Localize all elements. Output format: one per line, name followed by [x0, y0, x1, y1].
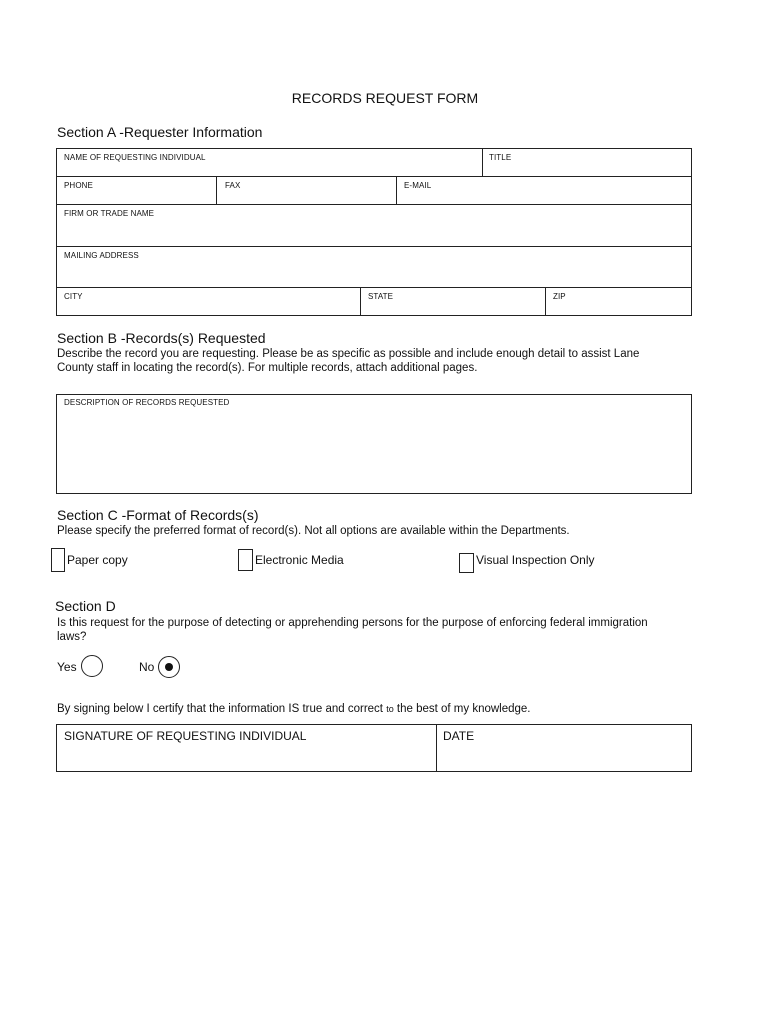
fax-field[interactable]: FAX [225, 181, 241, 190]
section-b-instructions-line1: Describe the record you are requesting. Please be as specific as possible and include enough detail to assist Lane [57, 348, 640, 360]
signature-table [56, 724, 692, 772]
description-label: DESCRIPTION OF RECORDS REQUESTED [64, 398, 230, 407]
section-d-heading: Section D [55, 598, 116, 614]
paper-copy-label: Paper copy [67, 553, 128, 567]
certification-statement-part1: By signing below I certify that the information IS true and correct [57, 703, 387, 715]
section-c-heading: Section C -Format of Records(s) [57, 507, 259, 523]
electronic-media-label: Electronic Media [255, 553, 344, 567]
title-field[interactable]: TITLE [489, 153, 512, 162]
state-field[interactable]: STATE [368, 292, 394, 301]
col-divider [545, 287, 546, 316]
row-divider [57, 204, 691, 205]
section-b-heading: Section B -Records(s) Requested [57, 330, 266, 346]
row-divider [57, 287, 691, 288]
city-field[interactable]: CITY [64, 292, 83, 301]
yes-radio[interactable] [81, 655, 103, 677]
form-title: RECORDS REQUEST FORM [291, 90, 479, 106]
col-divider [482, 149, 483, 176]
certification-statement [57, 702, 531, 717]
no-radio[interactable] [158, 656, 180, 678]
signature-field[interactable]: SIGNATURE OF REQUESTING INDIVIDUAL [64, 729, 307, 743]
phone-field[interactable]: PHONE [64, 181, 93, 190]
electronic-media-checkbox[interactable] [238, 549, 253, 571]
radio-selected-dot [165, 663, 173, 671]
section-c-instructions: Please specify the preferred format of record(s). Not all options are available within the Departments. [57, 525, 570, 537]
visual-inspection-checkbox[interactable] [459, 553, 474, 573]
row-divider [57, 176, 691, 177]
col-divider [216, 176, 217, 204]
col-divider [396, 176, 397, 204]
mailing-address-field[interactable]: MAILING ADDRESS [64, 251, 139, 260]
firm-field[interactable]: FIRM OR TRADE NAME [64, 209, 155, 218]
paper-copy-checkbox[interactable] [51, 548, 65, 572]
section-b-instructions-line2: County staff in locating the record(s). For multiple records, attach additional pages. [57, 362, 478, 374]
name-field[interactable]: NAME OF REQUESTING INDIVIDUAL [64, 153, 206, 162]
yes-label: Yes [57, 660, 77, 674]
date-field[interactable]: DATE [443, 729, 475, 743]
section-d-question-line2: laws? [57, 631, 87, 643]
email-field[interactable]: E-MAIL [404, 181, 432, 190]
section-a-heading: Section A -Requester Information [57, 124, 263, 140]
requester-info-table [56, 148, 692, 316]
section-d-question-line1: Is this request for the purpose of detecting or apprehending persons for the purpose of enforcing federal immigration [57, 617, 648, 629]
col-divider [360, 287, 361, 316]
certification-statement-part2: the best of my knowledge. [393, 703, 531, 715]
zip-field[interactable]: ZIP [553, 292, 566, 301]
visual-inspection-label: Visual Inspection Only [476, 553, 595, 567]
row-divider [57, 246, 691, 247]
col-divider [436, 725, 437, 771]
description-box[interactable] [56, 394, 692, 494]
no-label: No [139, 660, 155, 674]
certification-statement-to: to [386, 704, 394, 714]
